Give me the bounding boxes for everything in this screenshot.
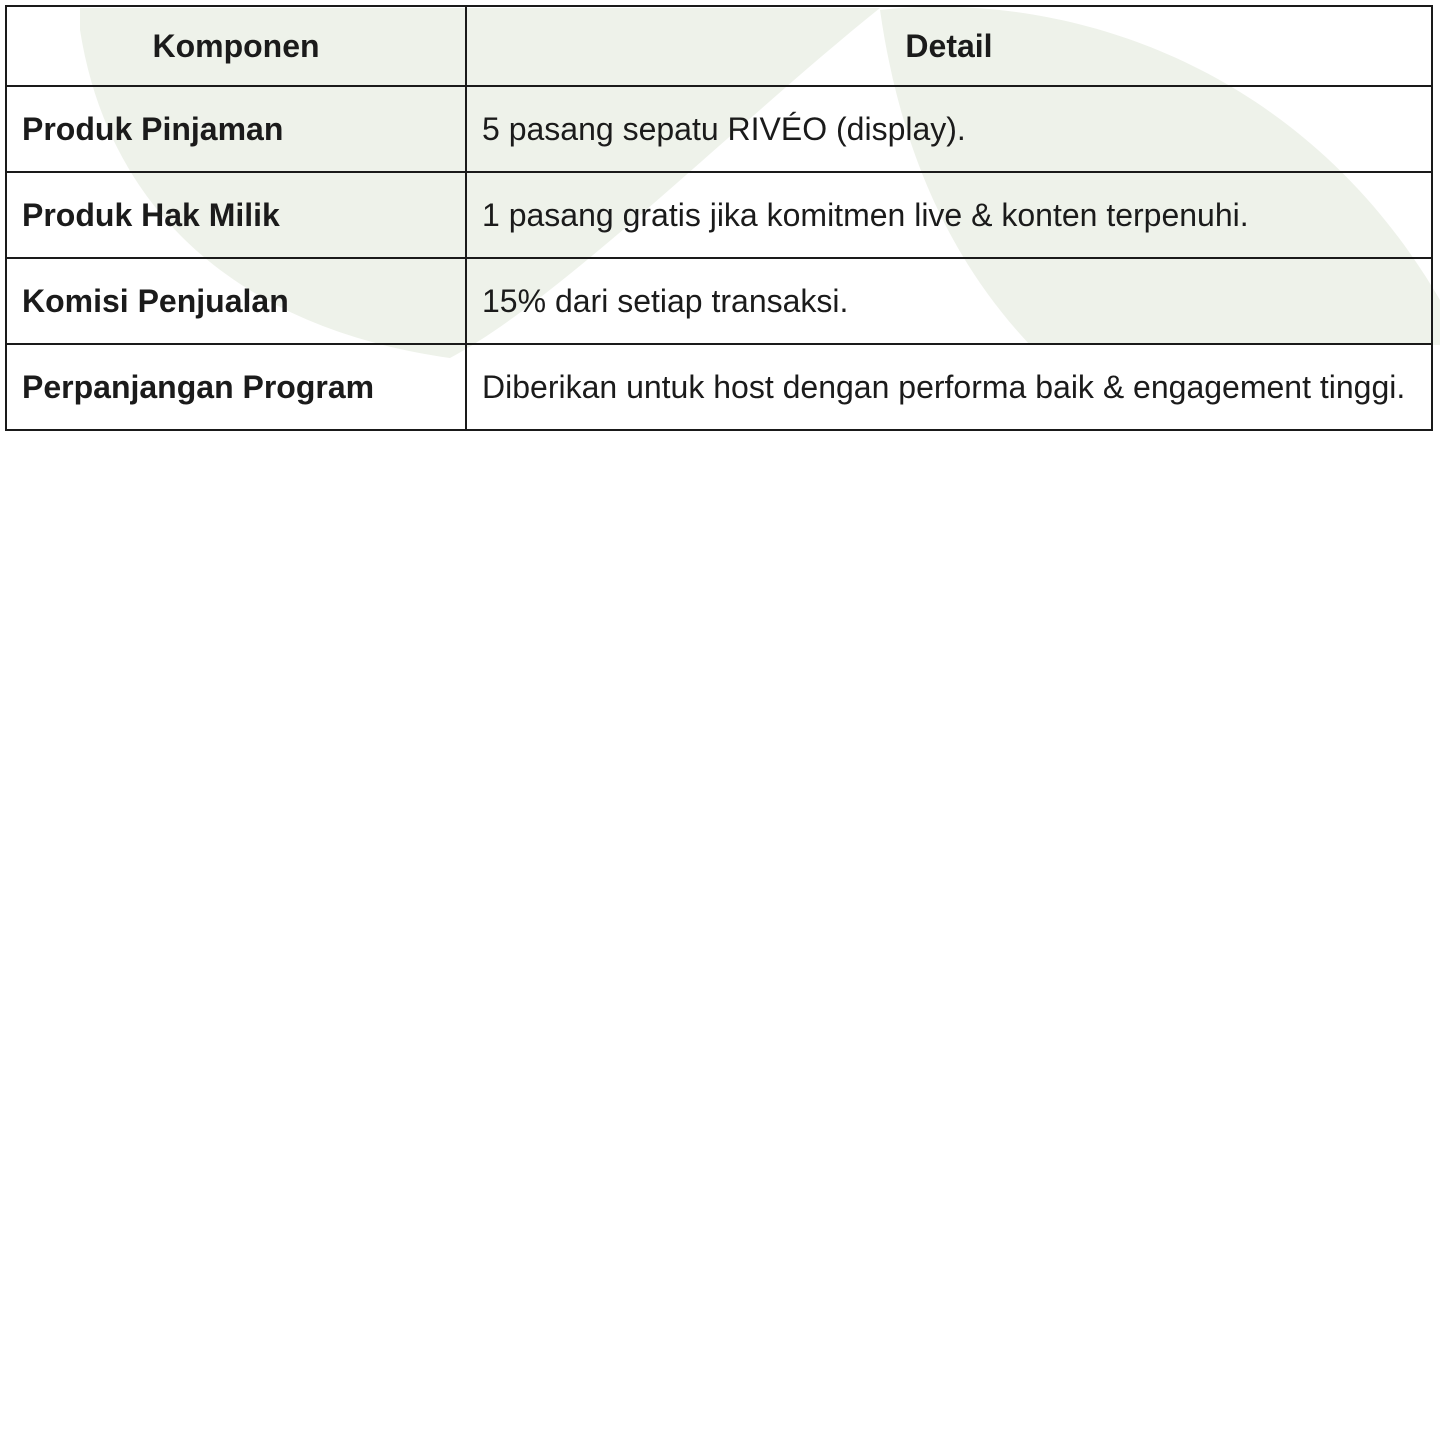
komponen-cell: Produk Pinjaman bbox=[6, 86, 466, 172]
detail-cell: 15% dari setiap transaksi. bbox=[466, 258, 1432, 344]
komponen-detail-table bbox=[5, 5, 1433, 431]
column-header-komponen: Komponen bbox=[6, 6, 466, 86]
komponen-cell: Perpanjangan Program bbox=[6, 344, 466, 430]
column-header-detail: Detail bbox=[466, 6, 1432, 86]
table-row bbox=[6, 86, 1432, 172]
table-row bbox=[6, 344, 1432, 430]
detail-cell: 5 pasang sepatu RIVÉO (display). bbox=[466, 86, 1432, 172]
table-row bbox=[6, 172, 1432, 258]
table-row bbox=[6, 258, 1432, 344]
table-header-row bbox=[6, 6, 1432, 86]
detail-cell: Diberikan untuk host dengan performa baik & engagement tinggi. bbox=[466, 344, 1432, 430]
komponen-cell: Produk Hak Milik bbox=[6, 172, 466, 258]
komponen-cell: Komisi Penjualan bbox=[6, 258, 466, 344]
detail-cell: 1 pasang gratis jika komitmen live & konten terpenuhi. bbox=[466, 172, 1432, 258]
